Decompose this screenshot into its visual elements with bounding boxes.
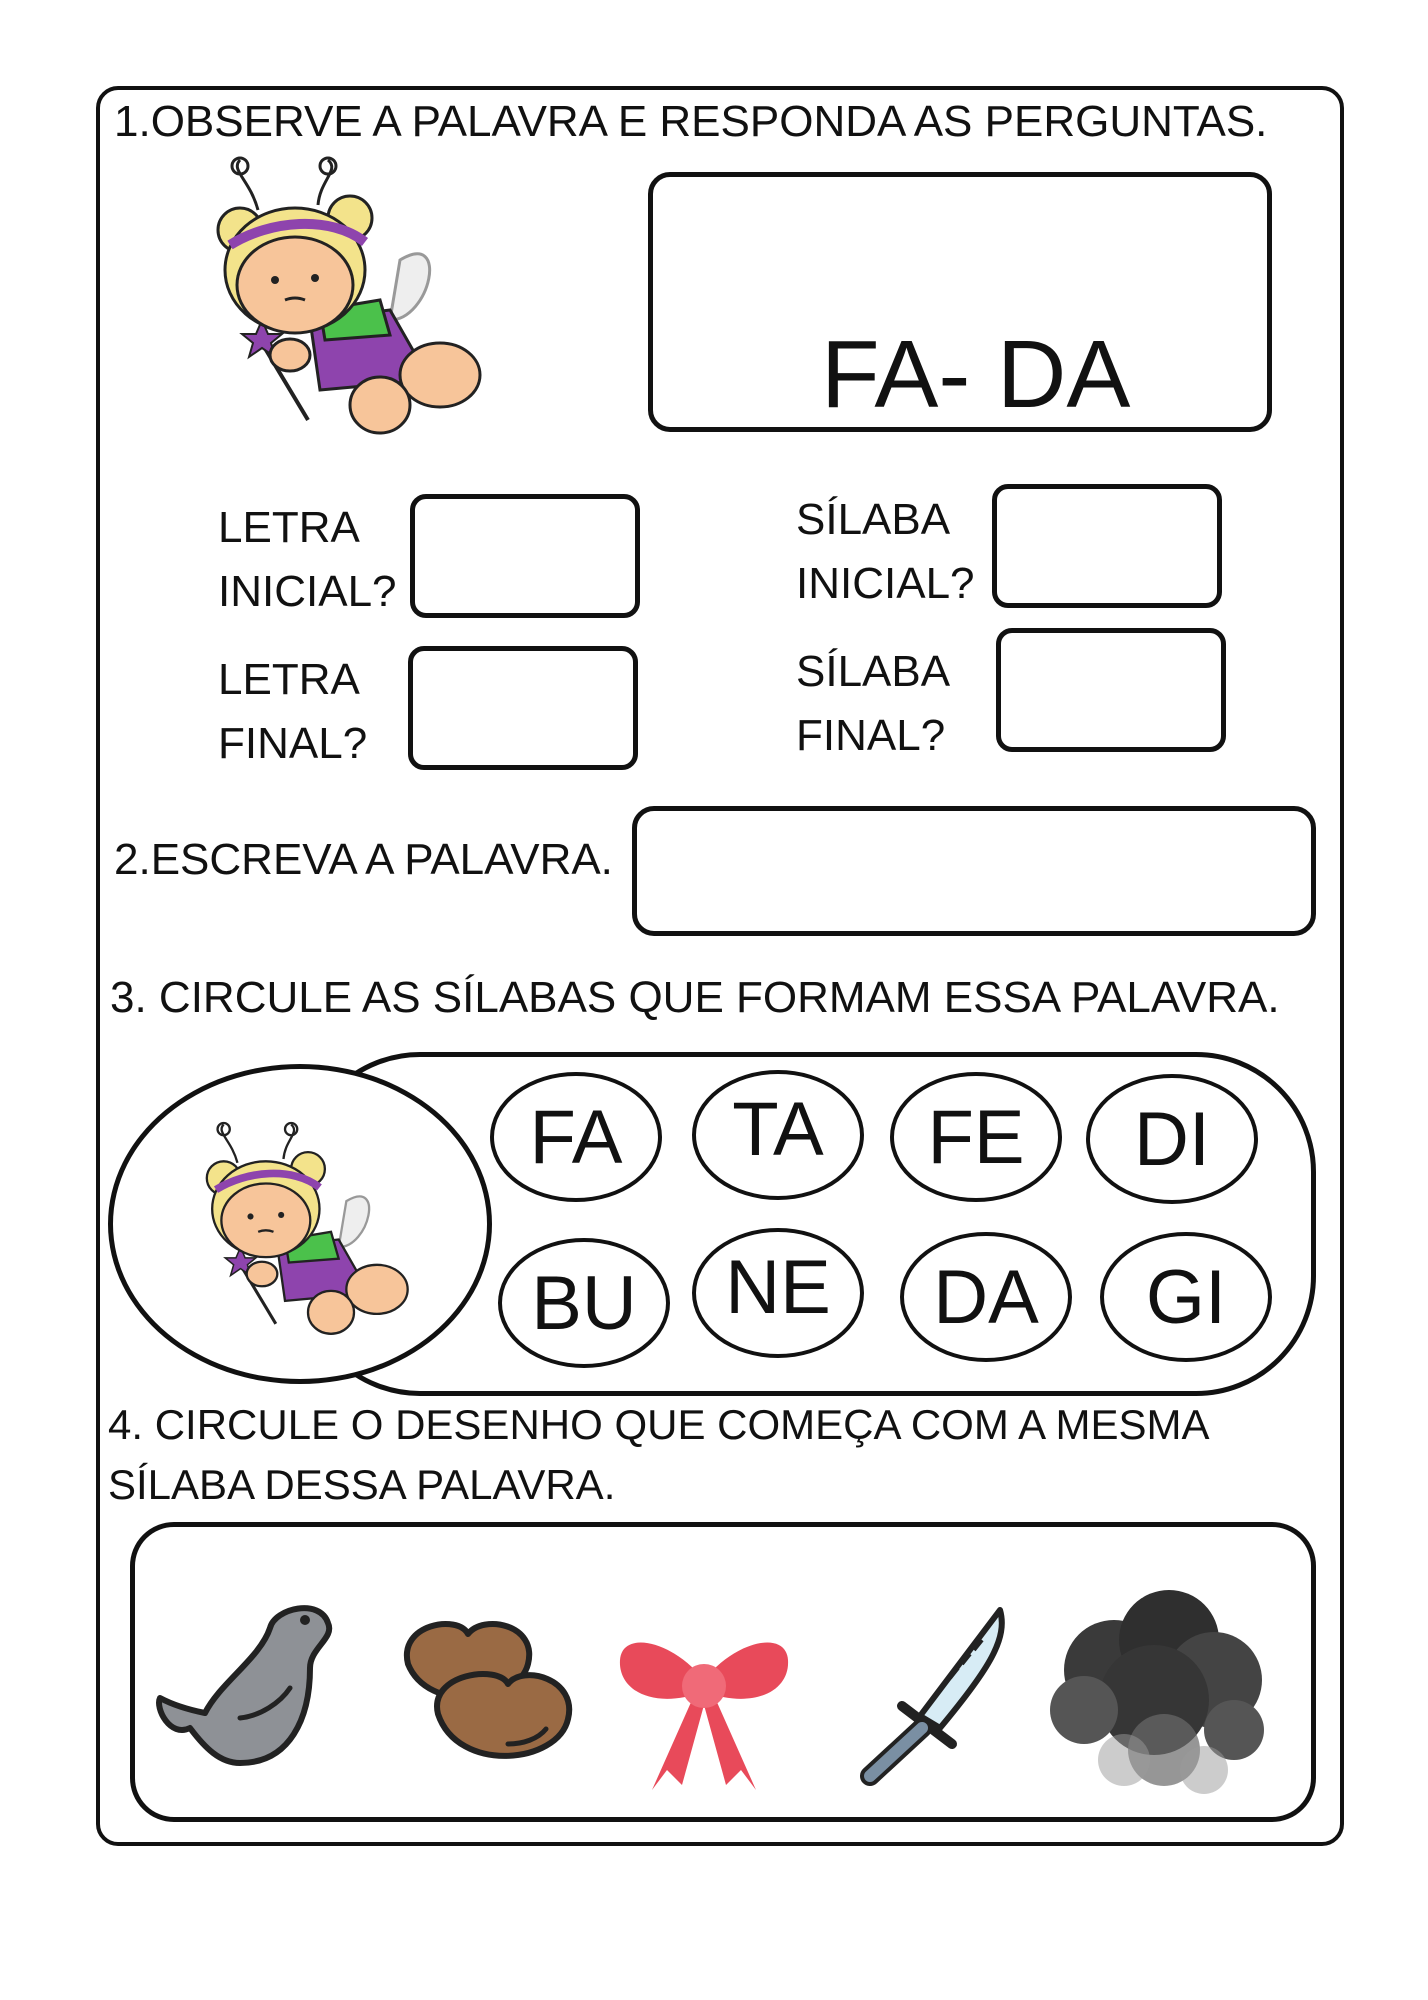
letra-final-line2: FINAL?: [218, 718, 368, 768]
q4-instruction-line2: SÍLABA DESSA PALAVRA.: [108, 1461, 616, 1508]
silaba-inicial-answer-box[interactable]: [992, 484, 1222, 608]
silaba-final-label: [796, 640, 950, 768]
syllable-fa[interactable]: FA: [490, 1072, 662, 1202]
target-word: FA- DA: [821, 321, 1131, 428]
syllable-di[interactable]: DI: [1086, 1074, 1258, 1204]
smoke-icon[interactable]: [1044, 1580, 1274, 1800]
silaba-inicial-line2: INICIAL?: [796, 558, 975, 608]
write-word-answer-box[interactable]: [632, 806, 1316, 936]
silaba-inicial-line1: SÍLABA: [796, 495, 951, 544]
syllable-gi[interactable]: GI: [1100, 1232, 1272, 1362]
silaba-inicial-label: [796, 488, 975, 616]
q2-instruction: 2.ESCREVA A PALAVRA.: [114, 835, 613, 884]
syllable-bu[interactable]: BU: [498, 1238, 670, 1368]
letra-inicial-line1: LETRA: [218, 503, 360, 552]
fairy-circle: [108, 1064, 492, 1384]
letra-final-answer-box[interactable]: [408, 646, 638, 770]
bow-icon[interactable]: [612, 1620, 796, 1800]
syllable-fe[interactable]: FE: [890, 1072, 1062, 1202]
silaba-final-line2: FINAL?: [796, 710, 946, 760]
word-box: [648, 172, 1272, 432]
letra-inicial-line2: INICIAL?: [218, 566, 397, 616]
seal-icon[interactable]: [150, 1588, 350, 1788]
q1-instruction: 1.OBSERVE A PALAVRA E RESPONDA AS PERGUNTAS.: [114, 97, 1268, 146]
fairy-illustration: [200, 150, 500, 440]
syllable-ne[interactable]: NE: [692, 1228, 864, 1358]
letra-final-label: [218, 648, 367, 776]
syllable-da[interactable]: DA: [900, 1232, 1072, 1362]
letra-final-line1: LETRA: [218, 655, 360, 704]
letra-inicial-answer-box[interactable]: [410, 494, 640, 618]
silaba-final-line1: SÍLABA: [796, 647, 951, 696]
knife-icon[interactable]: [840, 1598, 1016, 1790]
beans-icon[interactable]: [388, 1604, 588, 1784]
q4-instruction-line1: 4. CIRCULE O DESENHO QUE COMEÇA COM A MESMA: [108, 1401, 1210, 1448]
silaba-final-answer-box[interactable]: [996, 628, 1226, 752]
letra-inicial-label: [218, 496, 397, 624]
q3-instruction: 3. CIRCULE AS SÍLABAS QUE FORMAM ESSA PALAVRA.: [110, 973, 1280, 1022]
syllable-ta[interactable]: TA: [692, 1070, 864, 1200]
